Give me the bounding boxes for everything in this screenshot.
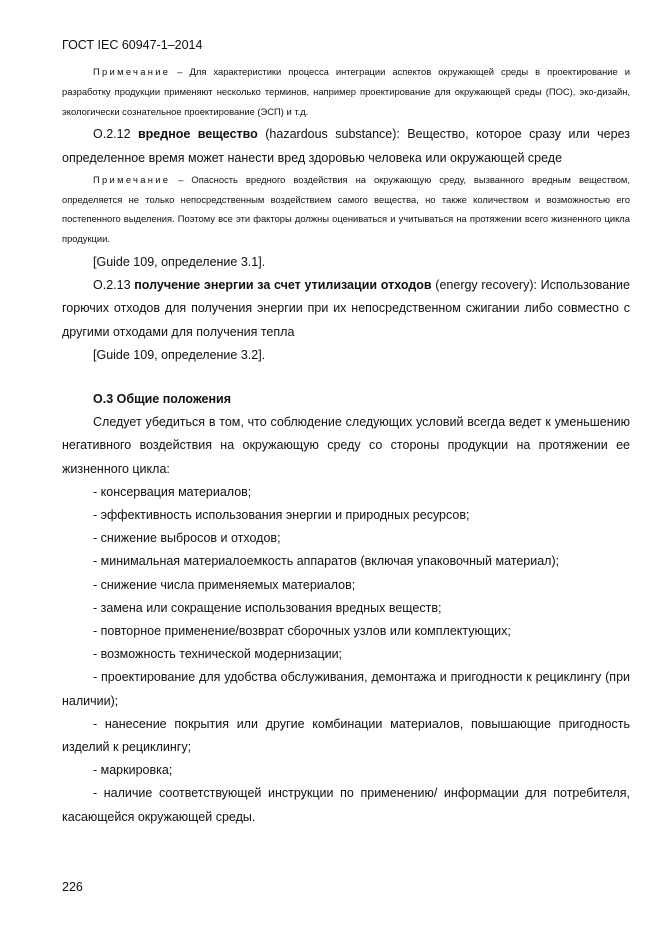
section-intro: Следует убедиться в том, что соблюдение следующих условий всегда ведет к уменьшению негативного воздействия на окружающую среду со стороны продукции на протяжении ее жизненного цикла:: [62, 415, 630, 476]
note-2: [62, 170, 630, 249]
list-item: - эффективность использования энергии и природных ресурсов;: [93, 508, 470, 523]
definition-number: О.2.13: [93, 278, 135, 293]
definition-number: О.2.12: [93, 127, 138, 142]
list-item: - снижение числа применяемых материалов;: [93, 577, 356, 592]
list-item: - снижение выбросов и отходов;: [93, 531, 281, 546]
definition-text: (hazardous substance): Вещество, которое сразу или через определенное время может нанести вред здоровью человека или окружающей среде: [62, 127, 630, 165]
definition-term: получение энергии за счет утилизации отходов: [134, 278, 432, 293]
reference-1: [Guide 109, определение 3.1].: [93, 254, 266, 269]
note-text: – Опасность вредного воздействия на окружающую среду, вызванного вредным веществом, определяется не только непосредственным воздействием самого вещества, но также количеством и возможностью его постепенного выделения. Поэтому все эти факторы должны оцениваться и учитываться на протяжении всего жизненного цикла продукции.: [62, 173, 630, 245]
list-item: - проектирование для удобства обслуживания, демонтажа и пригодности к рециклингу (при наличии);: [62, 670, 630, 708]
definition-text: (energy recovery): Использование горючих отходов для получения энергии при их непосредственном сжигании либо совместно с другими отходами для получения тепла: [62, 278, 630, 339]
section-title: О.3 Общие положения: [93, 392, 232, 406]
document-header: ГОСТ IEC 60947-1–2014: [62, 38, 203, 52]
list-item: - наличие соответствующей инструкции по применению/ информации для потребителя, касающейся окружающей среды.: [62, 786, 630, 824]
note-text: – Для характеристики процесса интеграции аспектов окружающей среды в проектирование и разработку продукции применяют несколько терминов, например проектирование для окружающей среды (ПОС), эко-дизайн, экологически сознательное проектирование (ЭСП) и т.д.: [62, 66, 630, 117]
list-item: - консервация материалов;: [93, 484, 252, 499]
list-item: - замена или сокращение использования вредных веществ;: [93, 600, 442, 615]
definition-o-2-12: [62, 123, 630, 169]
note-label: Примечание: [93, 66, 171, 77]
document-body: [62, 62, 630, 829]
list-item: - минимальная материалоемкость аппаратов (включая упаковочный материал);: [93, 554, 560, 569]
list-item: - возможность технической модернизации;: [93, 647, 343, 662]
list-item: - маркировка;: [93, 763, 173, 778]
list-item: - нанесение покрытия или другие комбинации материалов, повышающие пригодность изделий к рециклингу;: [62, 716, 630, 755]
page-number: 226: [62, 880, 83, 894]
definition-o-2-13: [62, 274, 630, 344]
note-1: [62, 62, 630, 121]
conditions-list: [62, 481, 630, 829]
reference-2: [Guide 109, определение 3.2].: [93, 347, 266, 362]
list-item: - повторное применение/возврат сборочных узлов или комплектующих;: [93, 624, 511, 639]
definition-term: вредное вещество: [137, 127, 258, 142]
note-label: Примечание: [93, 173, 171, 185]
